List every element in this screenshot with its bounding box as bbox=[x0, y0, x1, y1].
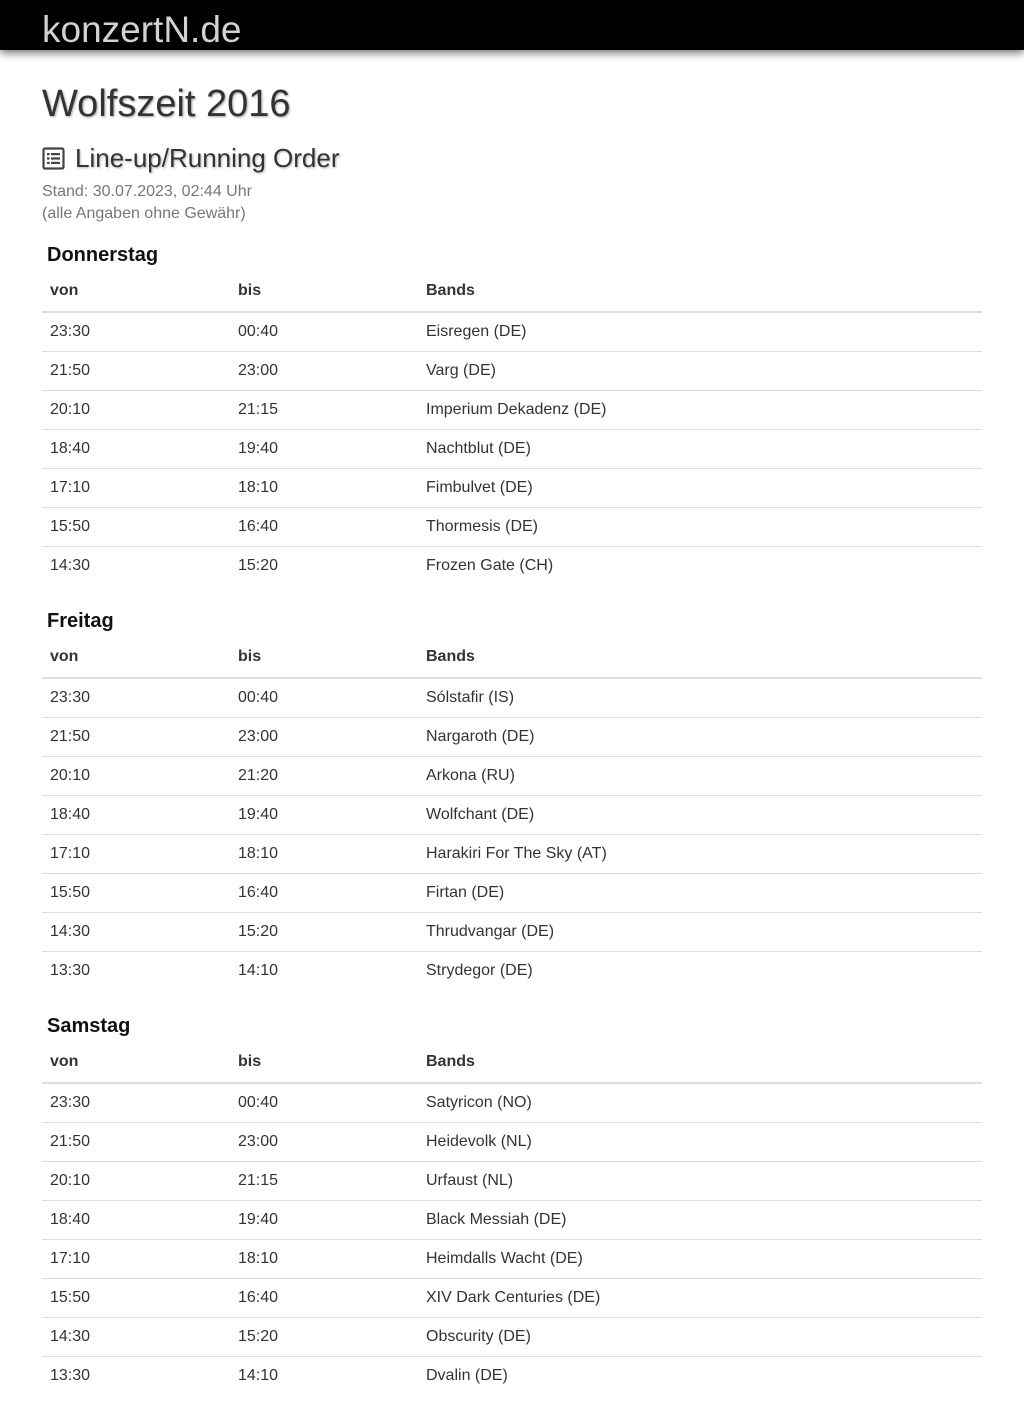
end-time-cell: 16:40 bbox=[230, 1279, 418, 1318]
end-time-cell: 15:20 bbox=[230, 913, 418, 952]
table-row bbox=[42, 952, 982, 991]
band-name-cell: Urfaust (NL) bbox=[418, 1162, 982, 1201]
table-row bbox=[42, 508, 982, 547]
main-content bbox=[0, 50, 1024, 1395]
band-name-cell: Varg (DE) bbox=[418, 352, 982, 391]
end-time-cell: 15:20 bbox=[230, 547, 418, 586]
band-name-cell: Heimdalls Wacht (DE) bbox=[418, 1240, 982, 1279]
column-header-von: von bbox=[42, 271, 230, 312]
start-time-cell: 14:30 bbox=[42, 913, 230, 952]
band-name-cell: Nargaroth (DE) bbox=[418, 718, 982, 757]
band-name-cell: Arkona (RU) bbox=[418, 757, 982, 796]
start-time-cell: 18:40 bbox=[42, 430, 230, 469]
start-time-cell: 15:50 bbox=[42, 874, 230, 913]
band-name-cell: XIV Dark Centuries (DE) bbox=[418, 1279, 982, 1318]
table-header-row bbox=[42, 1042, 982, 1083]
end-time-cell: 00:40 bbox=[238, 689, 279, 706]
table-row bbox=[42, 391, 982, 430]
table-row bbox=[42, 312, 982, 352]
table-row bbox=[42, 1083, 982, 1123]
column-header-bis: bis bbox=[230, 637, 418, 678]
band-name-cell: Thrudvangar (DE) bbox=[418, 913, 982, 952]
column-header-bis: bis bbox=[230, 1042, 418, 1083]
band-name-cell: Heidevolk (NL) bbox=[418, 1123, 982, 1162]
start-time-cell: 14:30 bbox=[42, 1318, 230, 1357]
table-row bbox=[42, 547, 982, 586]
column-header-bis: bis bbox=[230, 271, 418, 312]
start-time-cell: 14:30 bbox=[42, 547, 230, 586]
running-order bbox=[42, 243, 982, 1395]
start-time-cell: 23:30 bbox=[50, 689, 91, 706]
start-time-cell: 20:10 bbox=[42, 757, 230, 796]
end-time-cell: 23:00 bbox=[230, 1123, 418, 1162]
end-time-cell: 15:20 bbox=[230, 1318, 418, 1357]
end-time-cell: 00:40 bbox=[238, 1094, 279, 1111]
end-time-cell: 00:40 bbox=[238, 323, 279, 340]
start-time-cell: 21:50 bbox=[42, 718, 230, 757]
table-row bbox=[42, 1357, 982, 1396]
end-time-cell: 19:40 bbox=[230, 796, 418, 835]
start-time-cell: 20:10 bbox=[42, 391, 230, 430]
start-time-cell: 18:40 bbox=[42, 796, 230, 835]
table-row bbox=[42, 352, 982, 391]
band-name-cell: Strydegor (DE) bbox=[418, 952, 982, 991]
table-row bbox=[42, 718, 982, 757]
table-row bbox=[42, 1240, 982, 1279]
table-row bbox=[42, 678, 982, 718]
navbar bbox=[0, 0, 1024, 50]
band-name-cell: Black Messiah (DE) bbox=[418, 1201, 982, 1240]
column-header-bands: Bands bbox=[418, 637, 982, 678]
end-time-cell: 14:10 bbox=[230, 952, 418, 991]
page-title: Wolfszeit 2016 bbox=[42, 83, 291, 125]
end-time-cell: 18:10 bbox=[230, 469, 418, 508]
table-row bbox=[42, 796, 982, 835]
band-name-cell: Sólstafir (IS) bbox=[426, 689, 515, 706]
column-header-von: von bbox=[42, 637, 230, 678]
end-time-cell: 23:00 bbox=[230, 718, 418, 757]
running-order-table bbox=[42, 271, 982, 585]
table-row bbox=[42, 1162, 982, 1201]
table-row bbox=[42, 874, 982, 913]
table-header-row bbox=[42, 637, 982, 678]
table-row bbox=[42, 1318, 982, 1357]
start-time-cell: 21:50 bbox=[42, 1123, 230, 1162]
table-row bbox=[42, 1279, 982, 1318]
end-time-cell: 16:40 bbox=[230, 874, 418, 913]
start-time-cell: 23:30 bbox=[50, 323, 91, 340]
start-time-cell: 17:10 bbox=[42, 1240, 230, 1279]
table-header-row bbox=[42, 271, 982, 312]
end-time-cell: 19:40 bbox=[230, 430, 418, 469]
band-name-cell: Satyricon (NO) bbox=[426, 1094, 532, 1111]
end-time-cell: 16:40 bbox=[230, 508, 418, 547]
start-time-cell: 23:30 bbox=[50, 1094, 91, 1111]
end-time-cell: 18:10 bbox=[230, 835, 418, 874]
band-name-cell: Firtan (DE) bbox=[418, 874, 982, 913]
end-time-cell: 18:10 bbox=[230, 1240, 418, 1279]
end-time-cell: 21:15 bbox=[230, 1162, 418, 1201]
start-time-cell: 21:50 bbox=[42, 352, 230, 391]
start-time-cell: 13:30 bbox=[42, 1357, 230, 1396]
end-time-cell: 14:10 bbox=[230, 1357, 418, 1396]
day-title: Samstag bbox=[47, 1015, 131, 1037]
band-name-cell: Fimbulvet (DE) bbox=[418, 469, 982, 508]
running-order-table bbox=[42, 1042, 982, 1395]
disclaimer: (alle Angaben ohne Gewähr) bbox=[42, 205, 246, 222]
start-time-cell: 17:10 bbox=[42, 835, 230, 874]
table-row bbox=[42, 430, 982, 469]
list-alt-icon bbox=[42, 147, 65, 170]
band-name-cell: Thormesis (DE) bbox=[418, 508, 982, 547]
day-title: Donnerstag bbox=[47, 244, 159, 266]
start-time-cell: 15:50 bbox=[42, 1279, 230, 1318]
brand-link[interactable]: konzertN.de bbox=[42, 9, 242, 50]
start-time-cell: 13:30 bbox=[42, 952, 230, 991]
table-row bbox=[42, 1201, 982, 1240]
end-time-cell: 21:15 bbox=[230, 391, 418, 430]
band-name-cell: Imperium Dekadenz (DE) bbox=[418, 391, 982, 430]
end-time-cell: 21:20 bbox=[230, 757, 418, 796]
band-name-cell: Wolfchant (DE) bbox=[418, 796, 982, 835]
band-name-cell: Nachtblut (DE) bbox=[418, 430, 982, 469]
table-row bbox=[42, 913, 982, 952]
band-name-cell: Frozen Gate (CH) bbox=[418, 547, 982, 586]
start-time-cell: 17:10 bbox=[42, 469, 230, 508]
start-time-cell: 20:10 bbox=[42, 1162, 230, 1201]
end-time-cell: 19:40 bbox=[230, 1201, 418, 1240]
column-header-von: von bbox=[42, 1042, 230, 1083]
stand-timestamp: Stand: 30.07.2023, 02:44 Uhr bbox=[42, 183, 252, 200]
table-row bbox=[42, 1123, 982, 1162]
column-header-bands: Bands bbox=[418, 271, 982, 312]
meta-info bbox=[42, 181, 982, 225]
start-time-cell: 15:50 bbox=[42, 508, 230, 547]
running-order-table bbox=[42, 637, 982, 990]
section-heading bbox=[42, 141, 982, 175]
day-title: Freitag bbox=[47, 610, 114, 632]
band-name-cell: Obscurity (DE) bbox=[418, 1318, 982, 1357]
band-name-cell: Dvalin (DE) bbox=[418, 1357, 982, 1396]
column-header-bands: Bands bbox=[418, 1042, 982, 1083]
table-row bbox=[42, 757, 982, 796]
table-row bbox=[42, 835, 982, 874]
table-row bbox=[42, 469, 982, 508]
band-name-cell: Harakiri For The Sky (AT) bbox=[418, 835, 982, 874]
start-time-cell: 18:40 bbox=[42, 1201, 230, 1240]
band-name-cell: Eisregen (DE) bbox=[426, 323, 527, 340]
end-time-cell: 23:00 bbox=[230, 352, 418, 391]
section-heading-label: Line-up/Running Order bbox=[75, 142, 340, 173]
